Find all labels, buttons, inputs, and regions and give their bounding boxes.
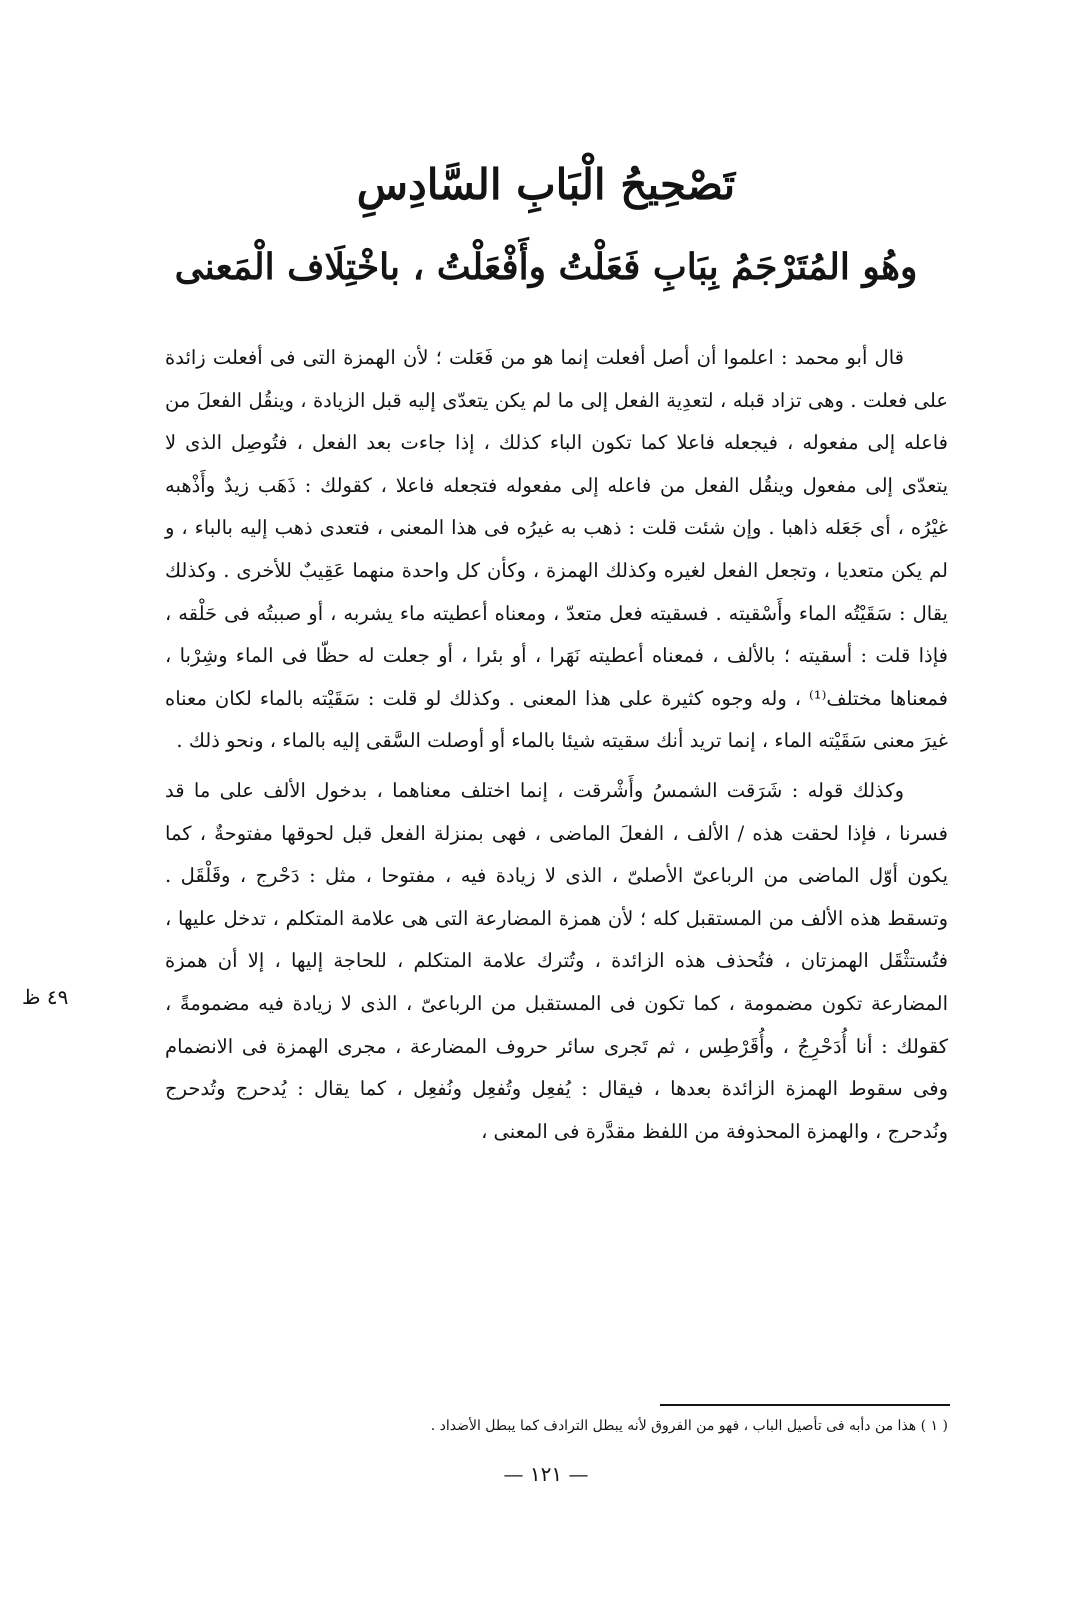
- footnote: ( ١ ) هذا من دأبه فى تأصيل الباب ، فهو من الفروق لأنه يبطل الترادف كما يبطل الأضداد .: [430, 1418, 948, 1434]
- paragraph-1: قال أبو محمد : اعلموا أن أصل أفعلت إنما هو من فَعَلت ؛ لأن الهمزة التى فى أفعلت زائدة على فعلت . وهى تزاد قبله ، لتعدِية الفعل إلى ما لم يكن يتعدّى إليه قبل الزيادة ، وينقُل الفعلَ من فاعله إلى مفعوله ، فيجعله فاعلا كما تكون الباء كذلك ، إذا جاءت بعد الفعل ، فتُوصِل الذى لا يتعدّى إلى مفعول وينقُل الفعل من فاعله إلى مفعوله فتجعله فاعلا ، كقولك : ذَهَب زيدٌ وأَذْهبه غيْرُه ، أى جَعَله ذاهبا . وإن شئت قلت : ذهب به غيرُه فى هذا المعنى ، فتعدى ذهب إليه بالباء ، و لم يكن متعديا ، وتجعل الفعل لغيره وكذلك الهمزة ، وكأن كل واحدة منهما عَقِيبٌ للأخرى . وكذلك يقال : سَقَيْتُه الماء وأَسْقيته . فسقيته فعل متعدّ ، ومعناه أعطيته ماء يشربه ، أو صببتُه فى حَلْقه ، فإذا قلت : أسقيته ؛ بالألف ، فمعناه أعطيته نَهَرا ، أو بئرا ، أو جعلت له حظّا فى الماء وشِرْبا ، فمعناها مختلف⁽¹⁾ ، وله وجوه كثيرة على هذا المعنى . وكذلك لو قلت : سَقَيْته بالماء لكان معناه غيرَ معنى سَقَيْته الماء ، إنما تريد أنك سقيته شيئا بالماء أو أوصلت السَّقى إليه بالماء ، ونحو ذلك .: [165, 346, 948, 753]
- manuscript-folio-note: ٤٩ ظ: [22, 985, 69, 1009]
- chapter-subtitle: وهُو المُتَرْجَمُ بِبَابِ فَعَلْتُ وأَفْعَلْتُ ، باخْتِلَاف الْمَعنى: [174, 246, 918, 288]
- paragraph-2: وكذلك قوله : شَرَقت الشمسُ وأَشْرقت ، إنما اختلف معناهما ، بدخول الألف على ما قد فسرنا ، فإذا لحقت هذه / الألف ، الفعلَ الماضى ، فهى بمنزلة الفعل قبل لحوقها مفتوحةٌ ، كما يكون أوّل الماضى من الرباعىّ الأصلىّ ، الذى لا زيادة فيه ، مفتوحا ، مثل : دَحْرج ، وقَلْقَل . وتسقط هذه الألف من المستقبل كله ؛ لأن همزة المضارعة التى هى علامة المتكلم ، تدخل عليها ، فتُستثْقَل الهمزتان ، فتُحذف هذه الزائدة ، وتُترك علامة المتكلم ، للحاجة إليها ، إلا أن همزة المضارعة تكون مضمومة ، كما تكون فى المستقبل من الرباعىّ ، الذى لا زيادة فيه مضمومةً ، كقولك : أنا أُدَحْرِجُ ، وأُقَرْطِس ، ثم تَجرى سائر حروف المضارعة ، مجرى الهمزة فى الانضمام وفى سقوط الهمزة الزائدة بعدها ، فيقال : يُفعِل وتُفعِل ونُفعِل ، كما يقال : يُدحرج وتُدحرج ونُدحرج ، والهمزة المحذوفة من اللفظ مقدَّرة فى المعنى ،: [165, 778, 948, 1143]
- body-text: [165, 337, 948, 1153]
- page-number: — ١٢١ —: [503, 1462, 589, 1486]
- chapter-title: تَصْحِيحُ الْبَابِ السَّادِسِ: [356, 160, 736, 209]
- footnote-divider: [660, 1404, 950, 1406]
